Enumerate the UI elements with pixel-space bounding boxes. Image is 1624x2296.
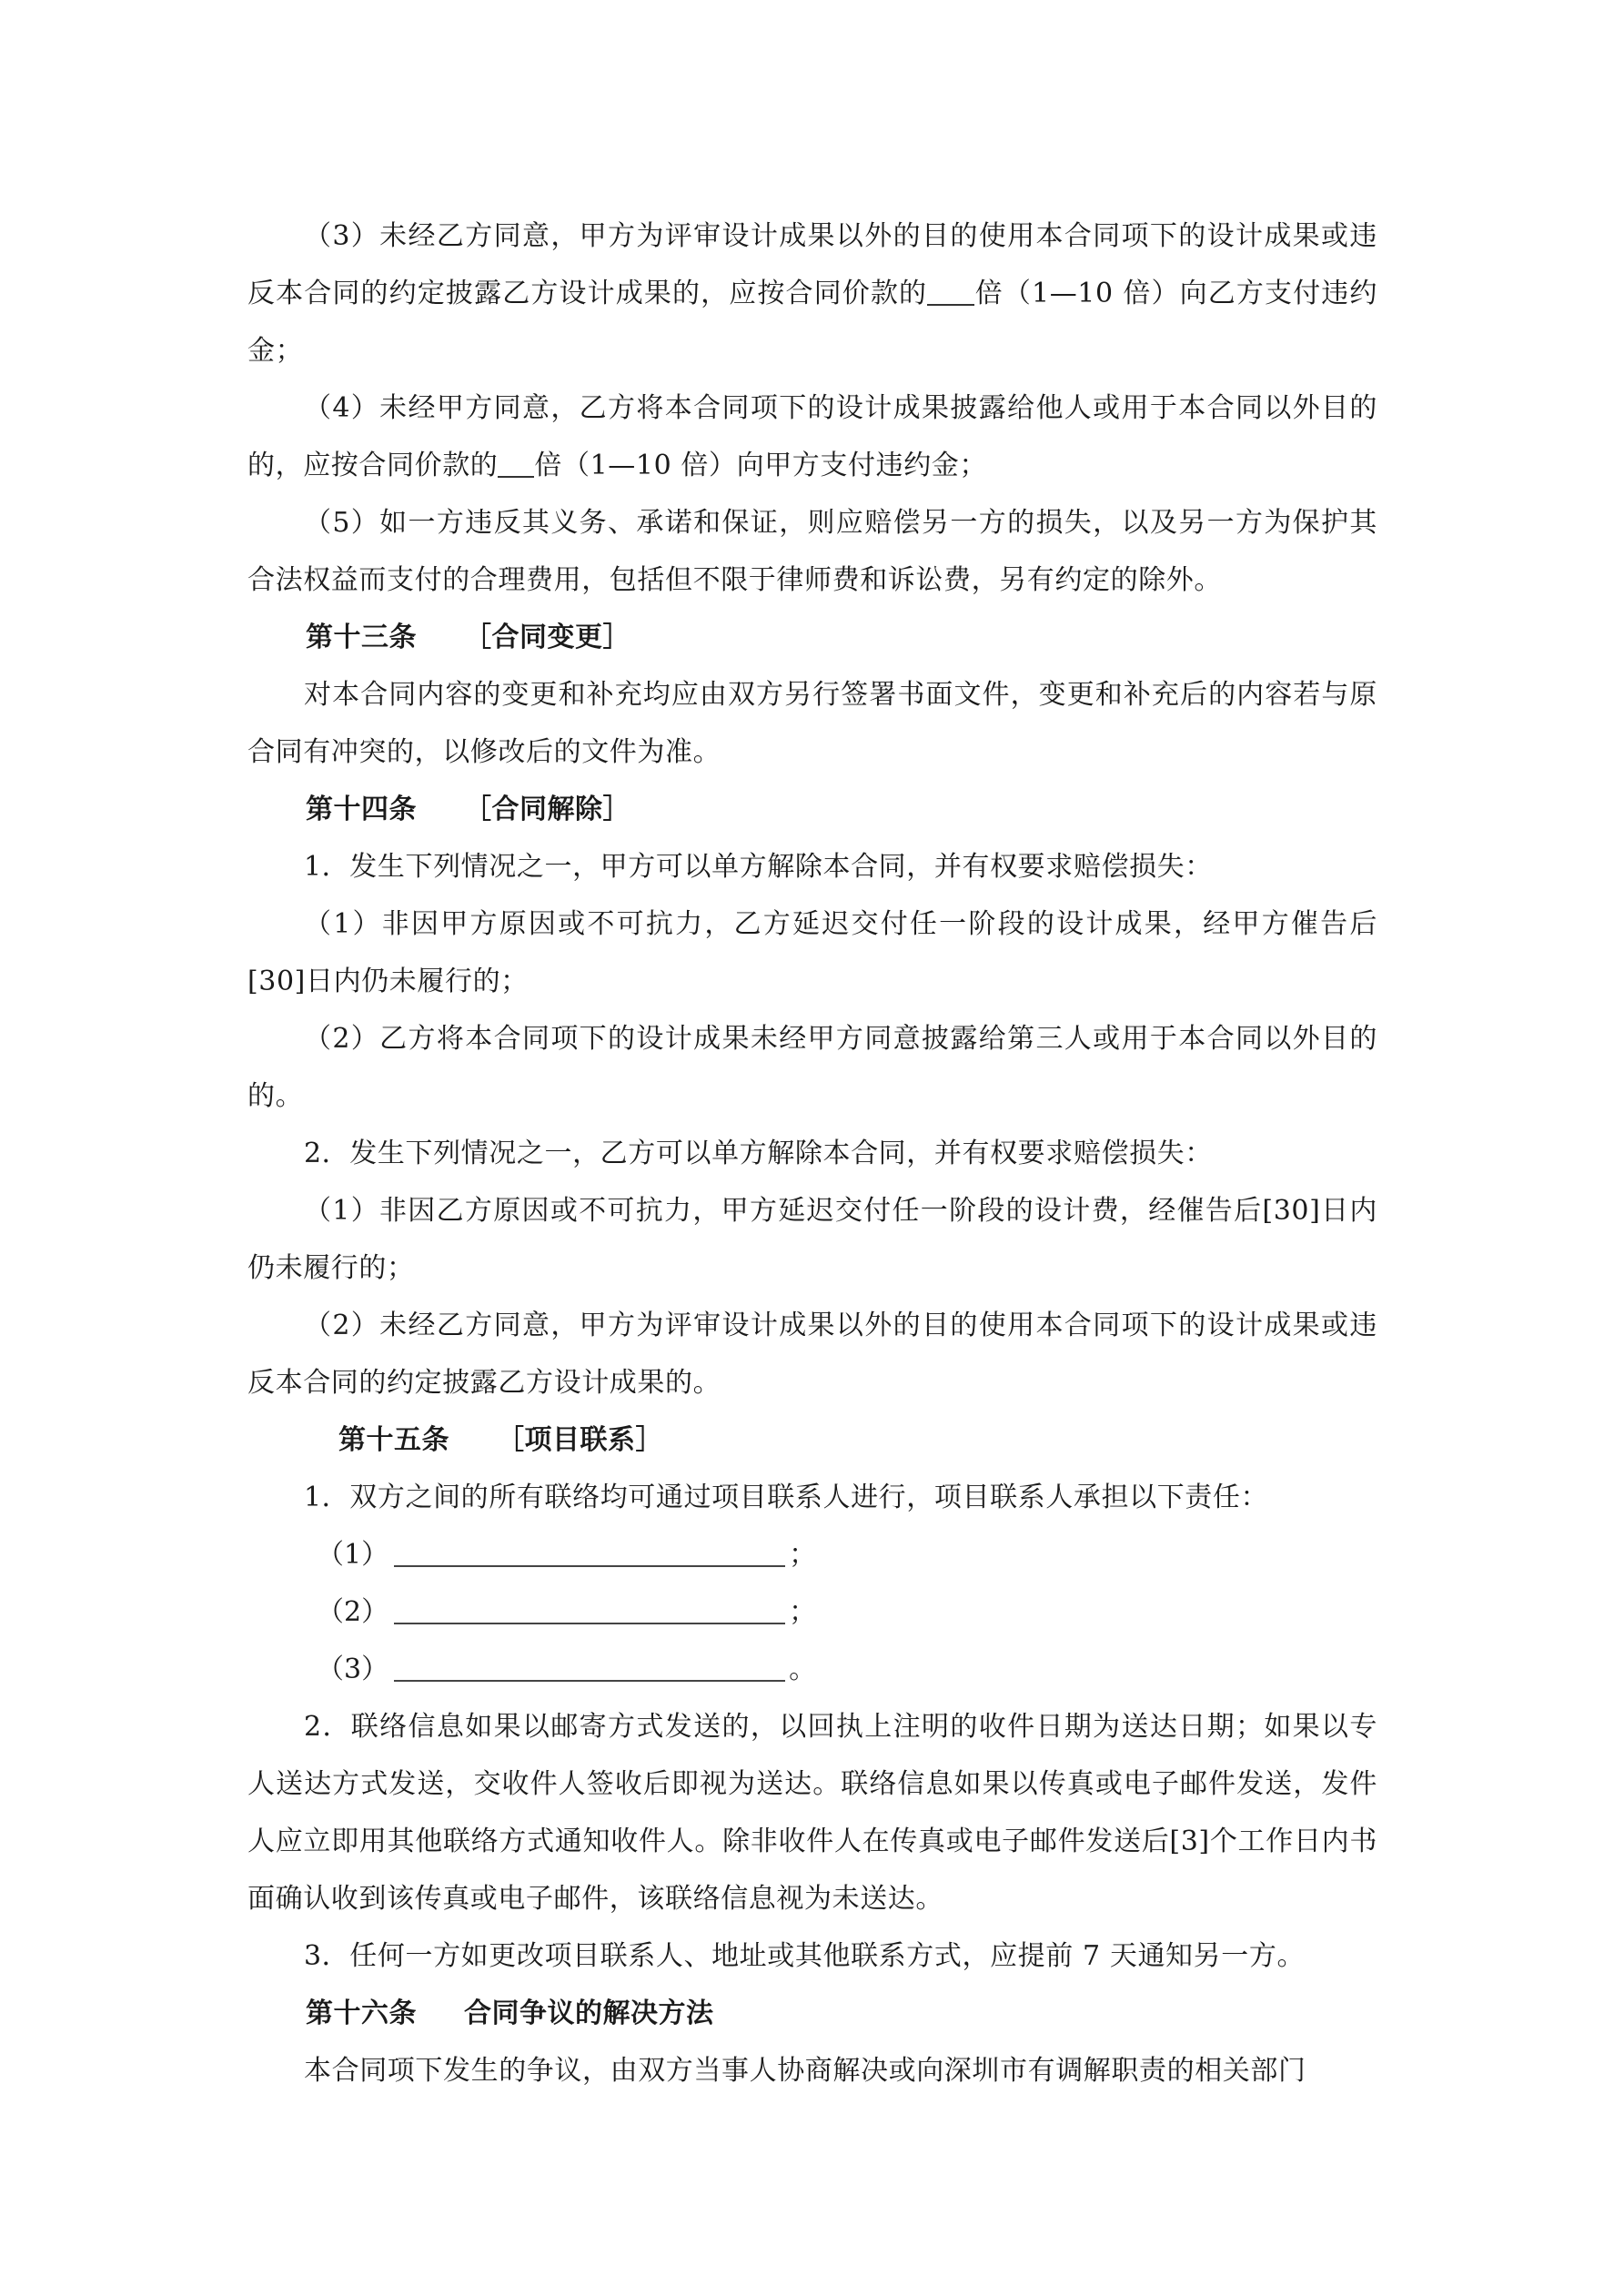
document-body (247, 207, 1377, 2099)
item-punct: ； (789, 1596, 817, 1628)
article-15-heading (247, 1411, 1377, 1469)
clause-text: 倍（1—10 倍）向甲方支付违约金； (534, 450, 988, 481)
clause-12-item-5: （5）如一方违反其义务、承诺和保证，则应赔偿另一方的损失，以及另一方为保护其合法权益而支付的合理费用，包括但不限于律师费和诉讼费，另有约定的除外。 (247, 507, 1377, 596)
article-16-heading (247, 1985, 1377, 2042)
clause-text: 倍（1—10 倍）向乙方支付违约金； (247, 278, 1377, 367)
article-title: ［项目联系］ (497, 1424, 663, 1456)
article-13-heading (247, 609, 1377, 666)
article-14-item-1-1: （1）非因甲方原因或不可抗力，乙方延迟交付任一阶段的设计成果，经甲方催告后[30]日内仍未履行的； (247, 908, 1377, 997)
clause-text: （3）未经乙方同意，甲方为评审设计成果以外的目的使用本合同项下的设计成果或违反本合同的约定披露乙方设计成果的，应按合同价款的 (247, 220, 1377, 309)
article-14-item-1: 1．发生下列情况之一，甲方可以单方解除本合同，并有权要求赔偿损失： (304, 851, 1213, 883)
article-14-item-2: 2．发生下列情况之一，乙方可以单方解除本合同，并有权要求赔偿损失： (304, 1138, 1213, 1169)
article-title: 合同争议的解决方法 (464, 1998, 714, 2029)
item-label: （3） (317, 1654, 389, 1685)
item-punct: 。 (789, 1654, 817, 1685)
article-number: 第十三条 (306, 622, 417, 653)
article-number: 第十四条 (306, 794, 417, 825)
item-punct: ； (789, 1539, 817, 1571)
clause-12-item-4 (247, 379, 1377, 494)
article-14-item-2-1: （1）非因乙方原因或不可抗力，甲方延迟交付任一阶段的设计费，经催告后[30]日内仍未履行的； (247, 1195, 1377, 1284)
responsibility-blank[interactable] (394, 1540, 785, 1567)
responsibility-item (247, 1641, 1377, 1698)
article-13-text: 对本合同内容的变更和补充均应由双方另行签署书面文件，变更和补充后的内容若与原合同有冲突的，以修改后的文件为准。 (247, 679, 1377, 768)
article-title: ［合同变更］ (464, 622, 630, 653)
clause-text: （4）未经甲方同意，乙方将本合同项下的设计成果披露给他人或用于本合同以外目的的，应按合同价款的 (247, 392, 1377, 481)
article-15-item-1: 1．双方之间的所有联络均可通过项目联系人进行，项目联系人承担以下责任： (304, 1482, 1269, 1513)
article-14-item-1-2: （2）乙方将本合同项下的设计成果未经甲方同意披露给第三人或用于本合同以外目的的。 (247, 1023, 1377, 1112)
article-number: 第十五条 (338, 1424, 449, 1456)
article-16-text: 本合同项下发生的争议，由双方当事人协商解决或向深圳市有调解职责的相关部门 (304, 2055, 1306, 2087)
multiplier-blank[interactable] (927, 280, 974, 306)
article-title: ［合同解除］ (464, 794, 630, 825)
article-14-heading (247, 781, 1377, 838)
multiplier-blank[interactable] (498, 452, 534, 478)
responsibility-blank[interactable] (394, 1597, 785, 1624)
article-14-item-2-2: （2）未经乙方同意，甲方为评审设计成果以外的目的使用本合同项下的设计成果或违反本合同的约定披露乙方设计成果的。 (247, 1310, 1377, 1399)
clause-12-item-3 (247, 207, 1377, 379)
article-15-item-2: 2．联络信息如果以邮寄方式发送的，以回执上注明的收件日期为送达日期；如果以专人送达方式发送，交收件人签收后即视为送达。联络信息如果以传真或电子邮件发送，发件人应立即用其他联络方式通知收件人。除非收件人在传真或电子邮件发送后[3]个工作日内书面确认收到该传真或电子邮件，该联络信息视为未送达。 (247, 1711, 1377, 1915)
article-15-item-3: 3．任何一方如更改项目联系人、地址或其他联系方式，应提前 7 天通知另一方。 (304, 1940, 1306, 1972)
item-label: （2） (317, 1596, 389, 1628)
article-number: 第十六条 (306, 1998, 417, 2029)
item-label: （1） (317, 1539, 389, 1571)
responsibility-item (247, 1526, 1377, 1583)
responsibility-blank[interactable] (394, 1654, 785, 1682)
responsibility-item (247, 1583, 1377, 1641)
